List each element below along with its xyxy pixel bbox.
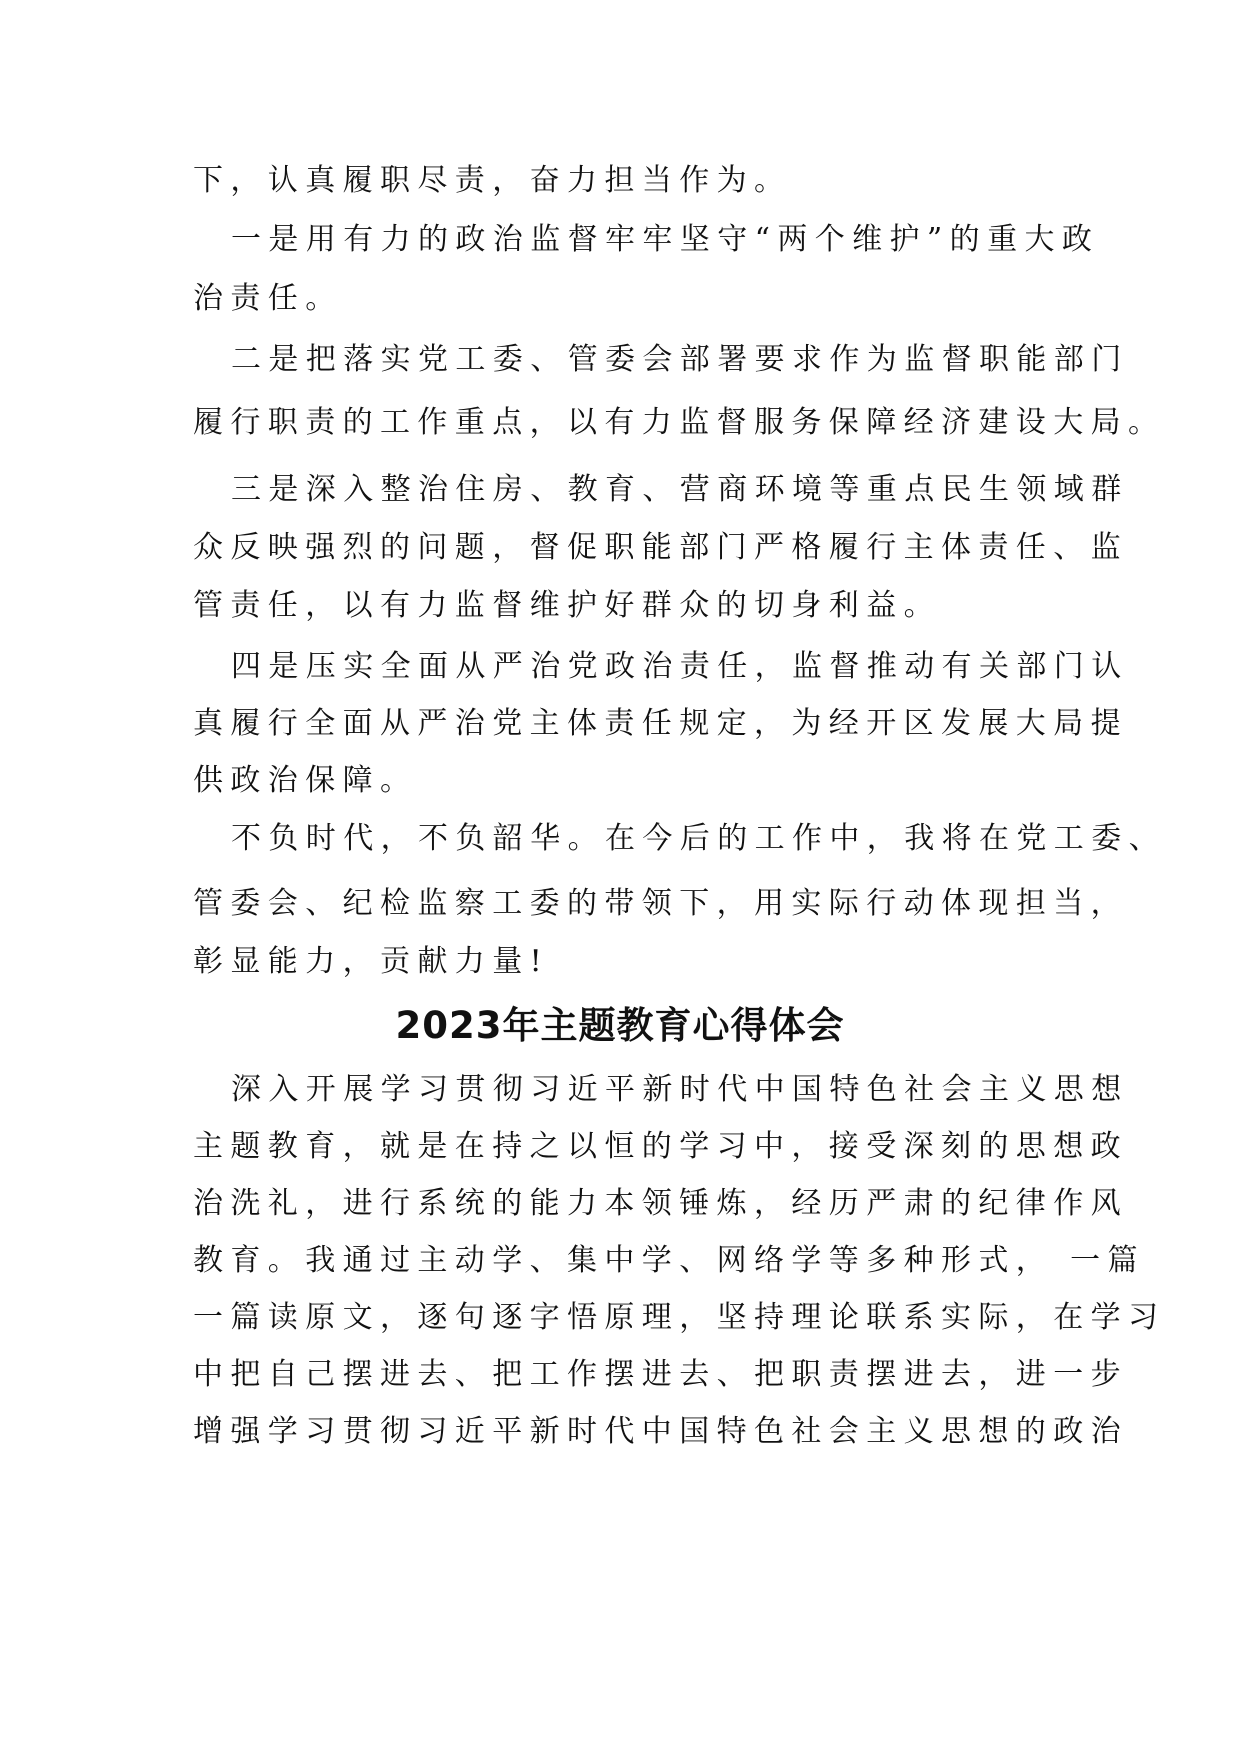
paragraph-line: 一是用有力的政治监督牢牢坚守“两个维护”的重大政	[231, 222, 1100, 257]
paragraph-line: 彰显能力，贡献力量!	[193, 944, 550, 979]
paragraph-line: 不负时代，不负韶华。在今后的工作中，我将在党工委、	[231, 821, 1166, 856]
paragraph-line: 一篇读原文，逐句逐字悟原理，坚持理论联系实际，在学习	[193, 1300, 1166, 1335]
paragraph-line: 供政治保障。	[193, 763, 418, 798]
section-heading: 2023年主题教育心得体会	[395, 1004, 845, 1047]
paragraph-line: 深入开展学习贯彻习近平新时代中国特色社会主义思想	[231, 1072, 1129, 1107]
paragraph-line: 四是压实全面从严治党政治责任，监督推动有关部门认	[231, 649, 1129, 684]
paragraph-line: 主题教育，就是在持之以恒的学习中，接受深刻的思想政	[193, 1129, 1128, 1164]
paragraph-line: 真履行全面从严治党主体责任规定，为经开区发展大局提	[193, 706, 1128, 741]
paragraph-line: 管委会、纪检监察工委的带领下，用实际行动体现担当，	[193, 886, 1128, 921]
paragraph-line: 增强学习贯彻习近平新时代中国特色社会主义思想的政治	[193, 1414, 1128, 1449]
paragraph-line: 履行职责的工作重点，以有力监督服务保障经济建设大局。	[193, 405, 1166, 440]
paragraph-line: 众反映强烈的问题，督促职能部门严格履行主体责任、监	[193, 530, 1128, 565]
paragraph-line: 教育。我通过主动学、集中学、网络学等多种形式， 一篇	[193, 1243, 1145, 1278]
paragraph-line: 治洗礼，进行系统的能力本领锤炼，经历严肃的纪律作风	[193, 1186, 1128, 1221]
paragraph-line: 中把自己摆进去、把工作摆进去、把职责摆进去，进一步	[193, 1357, 1128, 1392]
paragraph-line: 二是把落实党工委、管委会部署要求作为监督职能部门	[231, 342, 1129, 377]
paragraph-line: 管责任，以有力监督维护好群众的切身利益。	[193, 588, 941, 623]
paragraph-line: 治责任。	[193, 281, 343, 316]
paragraph-line: 下，认真履职尽责，奋力担当作为。	[193, 163, 792, 198]
paragraph-line: 三是深入整治住房、教育、营商环境等重点民生领域群	[231, 472, 1129, 507]
